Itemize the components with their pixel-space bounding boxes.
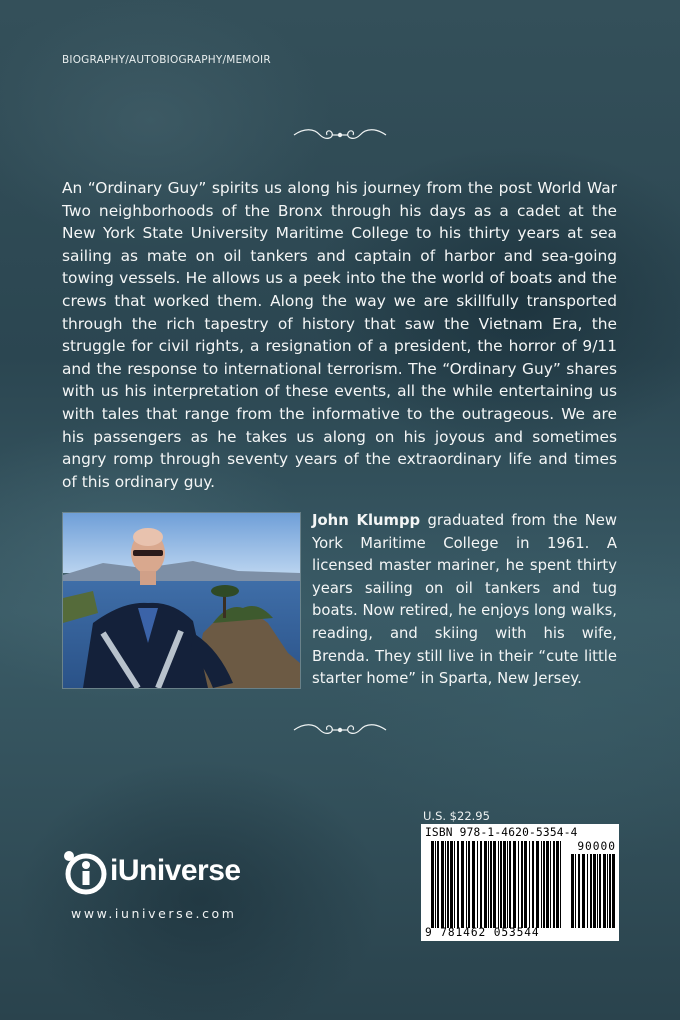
publisher-logo: [62, 850, 272, 900]
book-description: An “Ordinary Guy” spirits us along his journey from the post World War Two neighborhoods of the Bronx through his days as a cadet at the New York State University Maritime College to his thirty years at sea sailing as mate on oil tankers and captain of harbor and sea-going towing vessels. He allows us a peek into the the world of boats and the crews that worked them. Along the way we are skillfully transported through the rich tapestry of history that saw the Vietnam Era, the struggle for civil rights, a resignation of a president, the horror of 9/11 and the response to international terrorism. The “Ordinary Guy” shares with us his interpretation of these events, all the while entertaining us with tales that range from the informative to the outrageous. We are his passengers as he takes us along on his joyous and sometimes angry romp through seventy years of the extraordinary life and times of this ordinary guy.: [62, 179, 617, 491]
price-code: 90000: [577, 840, 616, 853]
author-bio: [312, 510, 617, 691]
author-name: John Klumpp: [312, 512, 421, 529]
price-label: U.S. $22.95: [423, 809, 490, 823]
ornament-divider-top: [290, 126, 390, 144]
author-bio-text: graduated from the New York Maritime College in 1961. A licensed master mariner, he spent thirty years sailing on oil tankers and tug boats. Now retired, he enjoys long walks, reading, and skiing with his wife, Brenda. They still live in their “cute little starter home” in Sparta, New Jersey.: [312, 512, 617, 688]
publisher-url: www.iuniverse.com: [71, 906, 237, 921]
genre-label: BIOGRAPHY/AUTOBIOGRAPHY/MEMOIR: [62, 54, 271, 66]
author-photo: [62, 512, 301, 689]
ornament-divider-bottom: [290, 721, 390, 739]
publisher-name: iUniverse: [110, 854, 241, 887]
barcode-bars: [421, 824, 619, 941]
isbn-barcode: [421, 824, 619, 941]
iuniverse-logo-icon: [62, 850, 108, 896]
isbn-number: ISBN 978-1-4620-5354-4: [425, 826, 578, 839]
ean-digits: 9 781462 053544: [425, 926, 540, 939]
